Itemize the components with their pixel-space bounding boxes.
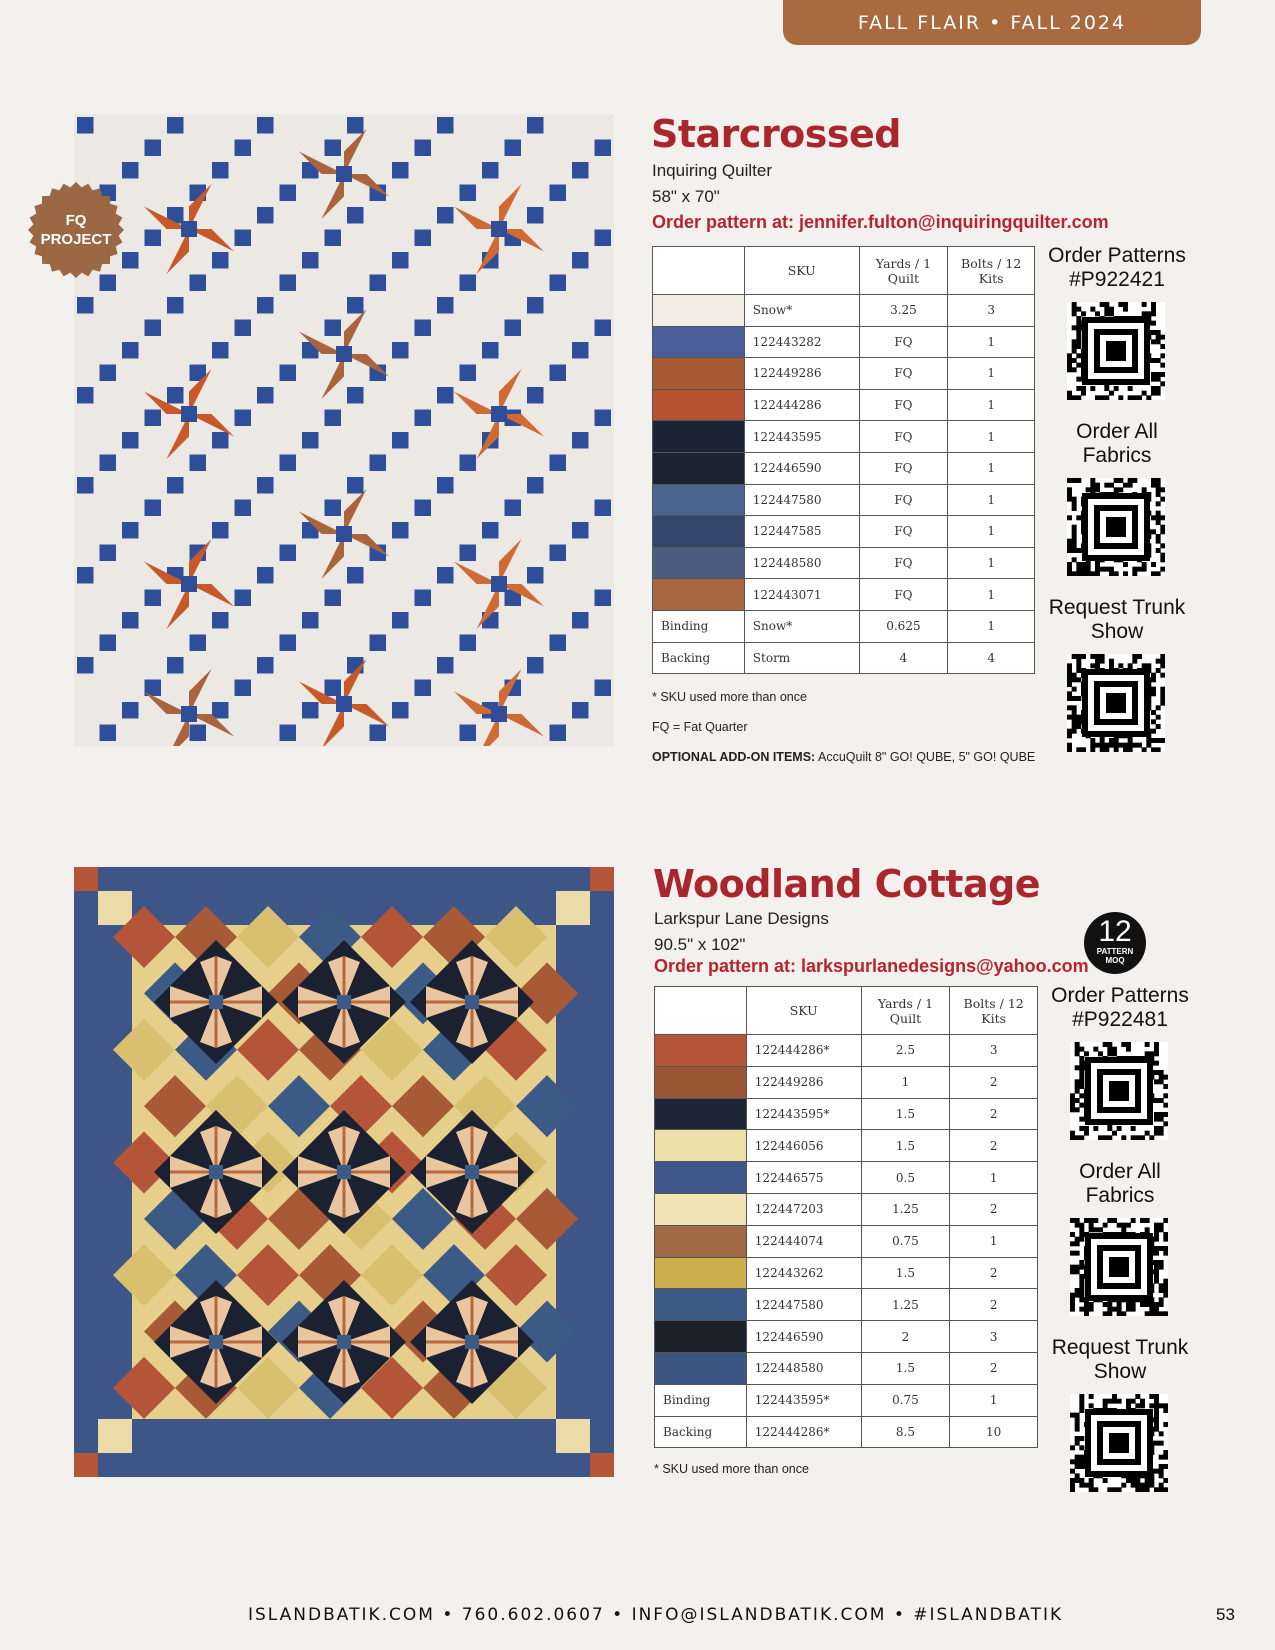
- order-pattern-link[interactable]: Order pattern at: jennifer.fulton@inquiringquilter.com: [652, 212, 1109, 232]
- sku-note: * SKU used more than once: [652, 690, 807, 704]
- fabric-requirements-table: SKU Yards / 1 Quilt Bolts / 12 Kits Snow* 3.25 3 122443282 FQ 1 122449286 FQ 1 122444286 FQ 1 122443595 FQ 1 122446590 FQ 1 122447580 FQ 1 122447585 FQ 1 122448580 FQ 1 122443071 FQ 1 Binding Snow* 0.625 1 Backing Storm 4 4: [652, 246, 1035, 674]
- order-fabrics-label: Order All Fabrics: [1079, 1160, 1161, 1207]
- sku-cell: 122447580: [744, 484, 859, 516]
- yards-cell: FQ: [859, 484, 948, 516]
- pattern-moq-badge: 12 PATTERN MOQ: [1084, 912, 1146, 974]
- sku-cell: 122446590: [744, 452, 859, 484]
- table-row: [653, 610, 1035, 642]
- woodland-cottage-quilt-image: [74, 867, 614, 1477]
- issue-banner: FALL FLAIR • FALL 2024: [783, 0, 1201, 45]
- fabric-swatch: [653, 484, 745, 516]
- bolts-cell: 1: [950, 1225, 1038, 1257]
- table-row: [655, 1384, 1038, 1416]
- bolts-cell: 2: [950, 1257, 1038, 1289]
- yards-cell: 0.75: [861, 1384, 950, 1416]
- fabric-requirements-table: SKU Yards / 1 Quilt Bolts / 12 Kits 122444286* 2.5 3 122449286 1 2 122443595* 1.5 2 122446056 1.5 2 122446575 0.5 1 122447203 1.25 2 122444074 0.75 1 122443262 1.5 2 122447580 1.25 2 122446590 2 3 122448580 1.5 2 Binding 122443595* 0.75 1 Backing 122444286* 8.5 10: [654, 986, 1038, 1448]
- yards-cell: 0.5: [861, 1162, 950, 1194]
- trunk-show-qr-code[interactable]: [1067, 654, 1165, 752]
- fabric-swatch: [655, 1257, 747, 1289]
- project-title-woodland-cottage: Woodland Cottage: [653, 862, 1041, 906]
- fq-note: FQ = Fat Quarter: [652, 720, 748, 734]
- starcrossed-quilt-image: [74, 114, 614, 746]
- bolts-cell: 3: [950, 1321, 1038, 1353]
- fabric-swatch: [653, 452, 745, 484]
- table-row: [653, 642, 1035, 674]
- yards-cell: FQ: [859, 326, 948, 358]
- sku-cell: 122443595*: [746, 1098, 861, 1130]
- bolts-cell: 2: [950, 1352, 1038, 1384]
- trunk-show-qr-code[interactable]: [1070, 1394, 1168, 1492]
- bolts-cell: 1: [948, 610, 1035, 642]
- bolts-cell: 10: [950, 1416, 1038, 1448]
- sku-cell: 122448580: [744, 547, 859, 579]
- fabric-swatch: [655, 1321, 747, 1353]
- fabric-swatch: [655, 1130, 747, 1162]
- order-fabrics-label: Order All Fabrics: [1076, 420, 1158, 467]
- sku-cell: Snow*: [744, 295, 859, 327]
- order-patterns-qr-code[interactable]: [1067, 302, 1165, 400]
- yards-cell: 2.5: [861, 1035, 950, 1067]
- table-row: [655, 1066, 1038, 1098]
- table-row: [653, 421, 1035, 453]
- bolts-cell: 1: [948, 326, 1035, 358]
- fabric-swatch: [653, 358, 745, 390]
- yards-cell: 2: [861, 1321, 950, 1353]
- bolts-cell: 2: [950, 1098, 1038, 1130]
- bolts-cell: 1: [948, 484, 1035, 516]
- row-label: Binding: [653, 610, 745, 642]
- row-label: Backing: [653, 642, 745, 674]
- order-patterns-qr-code[interactable]: [1070, 1042, 1168, 1140]
- sku-cell: 122444074: [746, 1225, 861, 1257]
- sku-cell: 122447585: [744, 516, 859, 548]
- yards-cell: FQ: [859, 389, 948, 421]
- sku-cell: 122443262: [746, 1257, 861, 1289]
- sku-cell: 122444286*: [746, 1416, 861, 1448]
- table-row: [655, 1130, 1038, 1162]
- trunk-show-label: Request Trunk Show: [1051, 1336, 1189, 1383]
- bolts-cell: 1: [948, 421, 1035, 453]
- bolts-cell: 1: [948, 389, 1035, 421]
- yards-cell: 3.25: [859, 295, 948, 327]
- row-label: Binding: [655, 1384, 747, 1416]
- bolts-cell: 1: [948, 579, 1035, 611]
- bolts-cell: 1: [950, 1162, 1038, 1194]
- table-row: [655, 1098, 1038, 1130]
- sku-cell: 122446575: [746, 1162, 861, 1194]
- order-fabrics-qr-code[interactable]: [1067, 478, 1165, 576]
- sku-cell: Snow*: [744, 610, 859, 642]
- yards-cell: 1.5: [861, 1130, 950, 1162]
- table-row: [653, 579, 1035, 611]
- sku-cell: 122443595: [744, 421, 859, 453]
- designer-name: Larkspur Lane Designs: [654, 909, 829, 928]
- bolts-cell: 2: [950, 1066, 1038, 1098]
- designer-name: Inquiring Quilter: [652, 161, 773, 180]
- table-row: [655, 1289, 1038, 1321]
- page-number: 53: [1216, 1605, 1235, 1624]
- project-title-starcrossed: Starcrossed: [651, 112, 901, 156]
- table-row: [653, 547, 1035, 579]
- yards-cell: 0.75: [861, 1225, 950, 1257]
- row-label: Backing: [655, 1416, 747, 1448]
- yards-cell: FQ: [859, 579, 948, 611]
- table-row: [653, 358, 1035, 390]
- bolts-cell: 3: [950, 1035, 1038, 1067]
- fabric-swatch: [653, 389, 745, 421]
- yards-cell: FQ: [859, 421, 948, 453]
- bolts-cell: 4: [948, 642, 1035, 674]
- yards-cell: 1.25: [861, 1289, 950, 1321]
- order-patterns-label: Order Patterns #P922421: [1048, 244, 1186, 291]
- trunk-show-label: Request Trunk Show: [1048, 596, 1186, 643]
- bolts-cell: 3: [948, 295, 1035, 327]
- bolts-cell: 1: [948, 547, 1035, 579]
- sku-cell: 122443282: [744, 326, 859, 358]
- fabric-swatch: [655, 1225, 747, 1257]
- yards-cell: 1.5: [861, 1257, 950, 1289]
- table-row: [653, 389, 1035, 421]
- sku-cell: 122449286: [744, 358, 859, 390]
- sku-cell: 122446056: [746, 1130, 861, 1162]
- bolts-cell: 1: [950, 1384, 1038, 1416]
- table-row: [653, 295, 1035, 327]
- yards-cell: FQ: [859, 547, 948, 579]
- sku-cell: 122448580: [746, 1352, 861, 1384]
- fabric-swatch: [653, 516, 745, 548]
- sku-cell: 122446590: [746, 1321, 861, 1353]
- table-row: [653, 452, 1035, 484]
- fabric-swatch: [653, 295, 745, 327]
- fabric-swatch: [653, 547, 745, 579]
- sku-cell: 122449286: [746, 1066, 861, 1098]
- table-row: [655, 1416, 1038, 1448]
- table-row: [655, 1352, 1038, 1384]
- yards-cell: 1.5: [861, 1352, 950, 1384]
- fabric-swatch: [653, 326, 745, 358]
- fabric-swatch: [653, 421, 745, 453]
- addon-note: OPTIONAL ADD-ON ITEMS: AccuQuilt 8" GO! QUBE, 5" GO! QUBE: [652, 750, 1036, 764]
- yards-cell: 1.5: [861, 1098, 950, 1130]
- table-row: [655, 1193, 1038, 1225]
- quilt-size: 90.5" x 102": [654, 935, 746, 954]
- bolts-cell: 1: [948, 516, 1035, 548]
- yards-cell: 0.625: [859, 610, 948, 642]
- table-row: [655, 1321, 1038, 1353]
- order-pattern-link[interactable]: Order pattern at: larkspurlanedesigns@yahoo.com: [654, 956, 1089, 976]
- table-row: [655, 1035, 1038, 1067]
- yards-cell: FQ: [859, 516, 948, 548]
- order-fabrics-qr-code[interactable]: [1070, 1218, 1168, 1316]
- sku-cell: 122447203: [746, 1193, 861, 1225]
- fabric-swatch: [655, 1352, 747, 1384]
- bolts-cell: 2: [950, 1193, 1038, 1225]
- sku-cell: 122444286*: [746, 1035, 861, 1067]
- bolts-cell: 2: [950, 1289, 1038, 1321]
- table-row: [655, 1225, 1038, 1257]
- fq-project-badge: FQ PROJECT: [28, 182, 124, 278]
- yards-cell: 1.25: [861, 1193, 950, 1225]
- bolts-cell: 1: [948, 452, 1035, 484]
- yards-cell: 8.5: [861, 1416, 950, 1448]
- sku-cell: 122447580: [746, 1289, 861, 1321]
- sku-cell: Storm: [744, 642, 859, 674]
- sku-cell: 122443071: [744, 579, 859, 611]
- table-row: [655, 1257, 1038, 1289]
- yards-cell: FQ: [859, 452, 948, 484]
- yards-cell: 1: [861, 1066, 950, 1098]
- footer-contact: ISLANDBATIK.COM • 760.602.0607 • INFO@ISLANDBATIK.COM • #ISLANDBATIK: [248, 1605, 1064, 1625]
- table-row: [653, 326, 1035, 358]
- yards-cell: 4: [859, 642, 948, 674]
- fabric-swatch: [655, 1098, 747, 1130]
- fabric-swatch: [655, 1035, 747, 1067]
- sku-cell: 122443595*: [746, 1384, 861, 1416]
- table-row: [655, 1162, 1038, 1194]
- sku-note: * SKU used more than once: [654, 1462, 809, 1476]
- table-row: [653, 516, 1035, 548]
- yards-cell: FQ: [859, 358, 948, 390]
- fabric-swatch: [653, 579, 745, 611]
- table-row: [653, 484, 1035, 516]
- order-patterns-label: Order Patterns #P922481: [1051, 984, 1189, 1031]
- fabric-swatch: [655, 1193, 747, 1225]
- fabric-swatch: [655, 1066, 747, 1098]
- sku-cell: 122444286: [744, 389, 859, 421]
- bolts-cell: 2: [950, 1130, 1038, 1162]
- bolts-cell: 1: [948, 358, 1035, 390]
- fabric-swatch: [655, 1162, 747, 1194]
- quilt-size: 58" x 70": [652, 187, 720, 206]
- fabric-swatch: [655, 1289, 747, 1321]
